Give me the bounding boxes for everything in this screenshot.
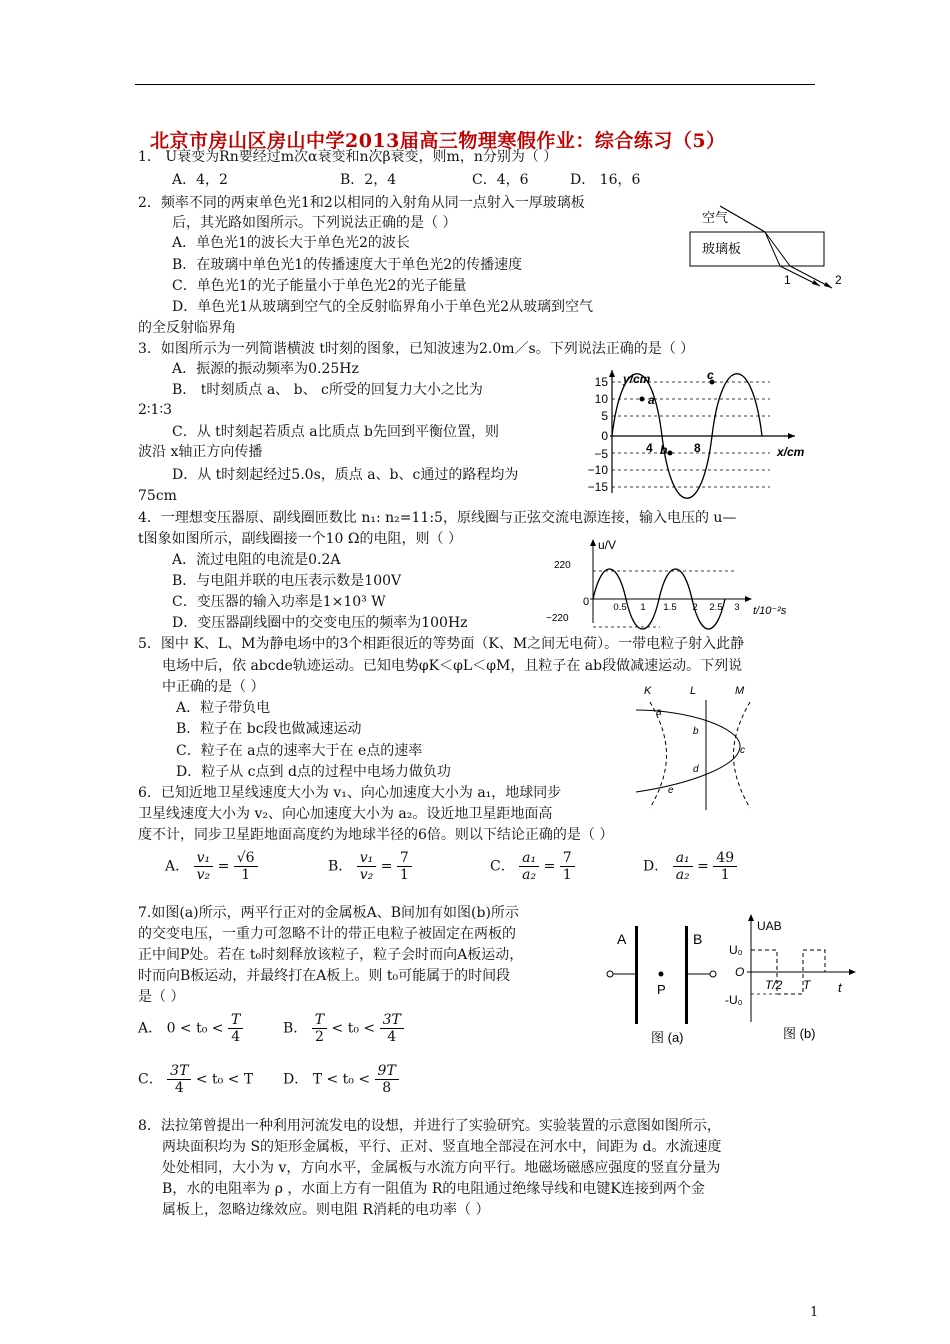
x-axis-label: x/cm: [777, 445, 805, 459]
y-tick-0: 0: [601, 429, 608, 443]
page-title: 北京市房山区房山中学2013届高三物理寒假作业：综合练习（5）: [150, 130, 726, 152]
q3-option-d-line1: D．从 t时刻起经过5.0s，质点 a、b、c通过的路程均为: [172, 467, 519, 483]
x-axis-label: t/10⁻²s: [753, 605, 787, 617]
y-tick-neg5: −5: [594, 447, 608, 461]
q2-option-d-line1: D．单色光1从玻璃到空气的全反射临界角小于单色光2从玻璃到空气: [172, 299, 594, 315]
q6-option-b: B． $\frac{\text{v₁}}{\text{v₂}}$ = $\frac{7}{1}$: [328, 850, 412, 883]
period-label: T: [803, 978, 811, 992]
q8-line1: 8．法拉第曾提出一种利用河流发电的设想，并进行了实验研究。实验装置的示意图如图所示，: [138, 1118, 721, 1134]
origin-label: 0: [583, 596, 590, 608]
q5-stem-line1: 5．图中 K、L、M为静电场中的3个相距很近的等势面（K、M之间无电荷）。一带电粒子射入此静: [138, 636, 745, 652]
terminal-b: [710, 971, 716, 977]
point-a: [640, 397, 645, 402]
q6-option-d: D． $\frac{\text{a₁}}{\text{a₂}}$ = $\frac{49}{1}$: [643, 850, 737, 883]
q6-c-lhs: $\frac{\text{a₁}}{\text{a₂}}$: [519, 850, 539, 883]
point-c-label: c: [707, 368, 714, 382]
q2-stem-line2: 后，其光路如图所示。下列说法正确的是（ ）: [172, 215, 457, 231]
page-number: 1: [810, 1305, 819, 1320]
q3-wave-figure: [587, 368, 815, 498]
x-tick-1: 1: [640, 602, 646, 613]
q6-d-lhs: $\frac{\text{a₁}}{\text{a₂}}$: [673, 850, 693, 883]
q6-c-rhs: $\frac{7}{1}$: [560, 850, 575, 883]
q8-line3: 处处相同，大小为 v，方向水平，金属板与水流方向平行。地磁场磁感应强度的竖直分量为: [162, 1160, 721, 1176]
q3-option-c-line2: 波沿 x轴正方向传播: [138, 444, 263, 460]
q7-stem-line5: 是（ ）: [138, 989, 185, 1005]
y-axis-label: y/cm: [623, 372, 651, 386]
q7-voltage-figure: [725, 912, 865, 1052]
half-period-label: T/2: [765, 978, 783, 992]
q5-stem-line2: 电场中后，依 abcde轨迹运动。已知电势φK＜φL＜φM，且粒子在 ab段做减速运动。下列说: [162, 658, 743, 674]
point-a-label: a: [656, 707, 662, 718]
q6-b-lhs: $\frac{\text{v₁}}{\text{v₂}}$: [357, 850, 377, 883]
q2-stem-line1: 2．频率不同的两束单色光1和2以相同的入射角从同一点射入一厚玻璃板: [138, 195, 585, 211]
t-axis-label: t: [838, 980, 842, 995]
x-tick-3: 3: [734, 602, 740, 613]
origin-label: O: [735, 965, 745, 979]
q8-line4: B，水的电阻率为 ρ ，水面上方有一阻值为 R的电阻通过绝缘导线和电键K连接到两个金: [162, 1181, 705, 1197]
y-axis-arrow: [590, 539, 596, 546]
q6-a-lhs: $\frac{\text{v₁}}{\text{v₂}}$: [194, 850, 214, 883]
point-e-label: e: [668, 785, 674, 796]
q4-option-d: D．变压器副线圈中的交变电压的频率为100Hz: [172, 615, 468, 631]
q4-option-b: B．与电阻并联的电压表示数是100V: [172, 573, 402, 589]
particle-p: [659, 972, 664, 977]
q7-stem-line4: 时而向B板运动，并最终打在A板上。则 t₀可能属于的时间段: [138, 968, 511, 984]
q5-option-c: C．粒子在 a点的速率大于在 e点的速率: [176, 743, 423, 759]
q7-b-frac2: $\frac{3T}{4}$: [380, 1012, 404, 1045]
q4-option-c: C．变压器的输入功率是1×10³ W: [172, 594, 386, 610]
x-axis-arrow: [788, 433, 795, 439]
q3-option-b-line1: B． t时刻质点 a、 b、 c所受的回复力大小之比为: [172, 382, 483, 398]
q6-d-rhs: $\frac{49}{1}$: [713, 850, 737, 883]
y-tick-neg10: −10: [587, 463, 608, 477]
q2-option-c: C．单色光1的光子能量小于单色光2的光子能量: [172, 278, 467, 294]
q2-option-b: B．在玻璃中单色光1的传播速度大于单色光2的传播速度: [172, 257, 523, 273]
y-max-label: 220: [554, 560, 571, 571]
q5-stem-line3: 中正确的是（ ）: [162, 679, 265, 695]
q6-stem-line2: 卫星线速度大小为 v₂、向心加速度大小为 a₂。设近地卫星距地面高: [138, 806, 553, 822]
fig-ray-1-label: 1: [784, 273, 791, 287]
point-b-label: b: [693, 726, 699, 737]
q4-stem-line2: t图象如图所示，副线圈接一个10 Ω的电阻，则（ ）: [138, 531, 462, 547]
x-tick-2: 2: [692, 602, 698, 613]
surface-k-label: K: [644, 685, 652, 697]
x-axis-arrow: [745, 596, 752, 602]
q6-a-rhs: $\frac{√6}{1}$: [234, 850, 258, 883]
fig-air-label: 空气: [702, 210, 729, 225]
u0-label: U₀: [729, 943, 743, 957]
x-tick-labels: [613, 602, 739, 613]
plate-b-label: B: [693, 931, 703, 947]
particle-trajectory: [636, 710, 740, 792]
figure-a-caption: 图 (a): [651, 1030, 684, 1045]
y-tick-15: 15: [594, 375, 608, 389]
fig-ray-2-label: 2: [835, 273, 842, 287]
q5-equipotential-figure: [630, 680, 780, 815]
q2-option-d-line2: 的全反射临界角: [138, 320, 236, 336]
surface-l-label: L: [690, 685, 697, 697]
q3-option-c-line1: C．从 t时刻起若质点 a比质点 b先回到平衡位置，则: [172, 424, 499, 440]
q7-plates-figure: [605, 912, 730, 1052]
q3-option-b-line2: 2∶1∶3: [138, 402, 173, 418]
q7-stem-line2: 的交变电压，一重力可忽略不计的带正电粒子被固定在两板的: [138, 926, 516, 942]
q3-stem: 3．如图所示为一列简谐横波 t时刻的图象，已知波速为2.0m／s。下列说法正确的是（ ）: [138, 341, 695, 357]
q7-option-b: B． $\frac{T}{2}$ < t₀ < $\frac{3T}{4}$: [283, 1012, 404, 1045]
q8-line2: 两块面积均为 S的矩形金属板，平行、正对、竖直地全部浸在河水中，间距为 d。水流速度: [162, 1139, 722, 1155]
q6-stem-line3: 度不计，同步卫星距地面高度约为地球半径的6倍。则以下结论正确的是（ ）: [138, 827, 614, 843]
q5-option-a: A．粒子带负电: [176, 700, 271, 716]
x-tick-2.5: 2.5: [709, 602, 723, 613]
q4-option-a: A．流过电阻的电流是0.2A: [172, 552, 341, 568]
neg-u0-label: -U₀: [725, 993, 743, 1007]
y-min-label: −220: [546, 613, 569, 624]
u-ab-label: UAB: [757, 919, 782, 933]
x-axis-arrow: [849, 969, 856, 975]
point-d-label: d: [693, 764, 699, 775]
y-tick-labels: [588, 375, 609, 494]
x-tick-4: 4: [646, 441, 653, 455]
point-b: [668, 451, 673, 456]
q4-voltage-figure: [540, 535, 800, 630]
q7-d-frac: $\frac{9T}{8}$: [375, 1063, 399, 1096]
point-p-label: P: [657, 982, 666, 997]
trajectory-point-labels: [656, 707, 745, 796]
plate-a-label: A: [617, 931, 627, 947]
q7-option-c: C． $\frac{3T}{4}$ < t₀ < T: [138, 1063, 254, 1096]
q1-option-a: A．4，2: [172, 172, 228, 188]
q4-stem-line1: 4．一理想变压器原、副线圈匝数比 n₁: n₂=11:5，原线圈与正弦交流电源连接，输入电压的 u—: [138, 510, 737, 526]
ray-2-arrow: [824, 282, 832, 288]
y-axis-arrow: [748, 914, 754, 921]
y-tick-neg15: −15: [587, 480, 608, 494]
point-c-label: c: [740, 745, 745, 756]
q7-stem-line1: 7.如图(a)所示，两平行正对的金属板A、B间加有如图(b)所示: [138, 905, 519, 921]
plate-a: [635, 926, 638, 1024]
q7-c-frac: $\frac{3T}{4}$: [167, 1063, 191, 1096]
q2-light-path-figure: [680, 198, 850, 298]
q3-option-d-line2: 75cm: [138, 488, 177, 504]
q7-option-a: A． 0 < t₀ < $\frac{T}{4}$: [138, 1012, 243, 1045]
q7-a-frac: $\frac{T}{4}$: [228, 1012, 243, 1045]
q7-b-frac1: $\frac{T}{2}$: [312, 1012, 327, 1045]
q1-option-b: B．2，4: [340, 172, 397, 188]
q1-option-c: C．4，6: [472, 172, 529, 188]
y-tick-10: 10: [594, 392, 608, 406]
q6-option-a: A． $\frac{\text{v₁}}{\text{v₂}}$ = $\frac{√6}{1}$: [165, 850, 258, 883]
x-tick-1.5: 1.5: [663, 602, 677, 613]
q5-option-d: D．粒子从 c点到 d点的过程中电场力做负功: [176, 764, 451, 780]
y-tick-5: 5: [601, 409, 608, 423]
q6-stem-line1: 6．已知近地卫星线速度大小为 v₁、向心加速度大小为 a₁，地球同步: [138, 785, 562, 801]
header-rule: [135, 84, 815, 85]
q8-line5: 属板上，忽略边缘效应。则电阻 R消耗的电功率（ ）: [162, 1202, 490, 1218]
figure-b-caption: 图 (b): [783, 1026, 816, 1041]
x-tick-0.5: 0.5: [613, 602, 627, 613]
y-axis-arrow: [609, 370, 615, 377]
point-b-label: b: [660, 443, 668, 457]
gridlines: [612, 382, 770, 487]
q2-option-a: A．单色光1的波长大于单色光2的波长: [172, 235, 410, 251]
terminal-a: [607, 971, 613, 977]
fig-glass-label: 玻璃板: [702, 241, 742, 256]
q3-option-a: A．振源的振动频率为0.25Hz: [172, 361, 359, 377]
q7-option-d: D． T < t₀ < $\frac{9T}{8}$: [283, 1063, 399, 1096]
q7-stem-line3: 正中间P处。若在 t₀时刻释放该粒子，粒子会时而向A板运动，: [138, 947, 524, 963]
surface-m-label: M: [735, 685, 745, 697]
q1-stem: 1． U衰变为Rn要经过m次α衰变和n次β衰变，则m，n分别为（ ）: [138, 149, 558, 165]
q1-option-d: D． 16，6: [570, 172, 641, 188]
plate-b: [685, 926, 688, 1024]
point-a-label: a: [648, 393, 655, 407]
q6-option-c: C． $\frac{\text{a₁}}{\text{a₂}}$ = $\frac{7}{1}$: [490, 850, 575, 883]
y-axis-label: u/V: [598, 538, 617, 552]
x-tick-8: 8: [694, 441, 701, 455]
q6-b-rhs: $\frac{7}{1}$: [397, 850, 412, 883]
q5-option-b: B．粒子在 bc段也做减速运动: [176, 721, 362, 737]
